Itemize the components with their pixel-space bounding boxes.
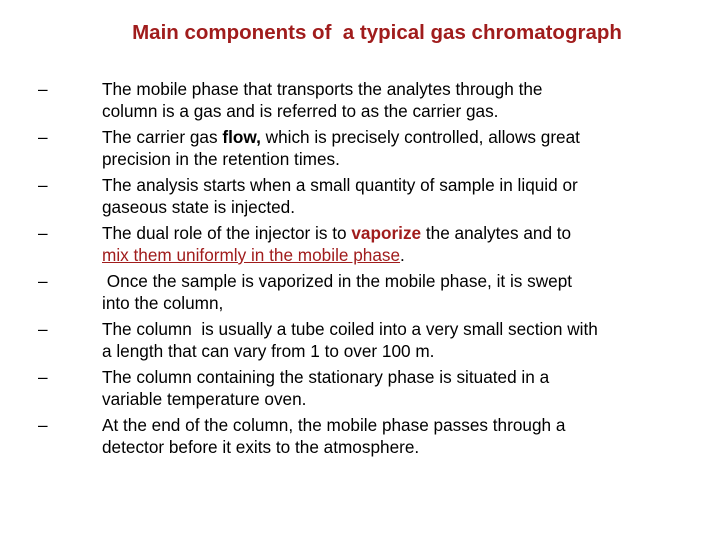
list-item <box>38 318 718 362</box>
list-item <box>38 126 718 170</box>
item-text: The column is usually a tube coiled into a very small section with <box>102 319 598 339</box>
item-text: which is precisely controlled, allows great <box>260 127 580 147</box>
item-text: a length that can vary from 1 to over 100 m. <box>102 341 435 361</box>
item-text: detector before it exits to the atmosphere. <box>102 437 420 457</box>
slide-title: Main components of a typical gas chromatograph <box>132 21 622 44</box>
bullet-dash: – <box>38 79 48 99</box>
list-item <box>38 414 718 458</box>
item-text: gaseous state is injected. <box>102 197 295 217</box>
list-item <box>38 366 718 410</box>
item-text: column is a gas and is referred to as the carrier gas. <box>102 101 499 121</box>
item-text: The analysis starts when a small quantity of sample in liquid or <box>102 175 578 195</box>
item-text: into the column, <box>102 293 224 313</box>
item-text: The column containing the stationary phase is situated in a <box>102 367 550 387</box>
item-text: At the end of the column, the mobile phase passes through a <box>102 415 566 435</box>
item-text: The dual role of the injector is to <box>102 223 352 243</box>
emphasis-flow: flow, <box>222 127 261 147</box>
bullet-dash: – <box>38 127 48 147</box>
bullet-dash: – <box>38 271 48 291</box>
bullet-dash: – <box>38 319 48 339</box>
bullet-list <box>38 78 718 462</box>
item-text: Once the sample is vaporized in the mobile phase, it is swept <box>102 271 573 291</box>
bullet-dash: – <box>38 223 48 243</box>
bullet-dash: – <box>38 415 48 435</box>
list-item <box>38 270 718 314</box>
item-text: the analytes and to <box>421 223 572 243</box>
emphasis-mix-uniformly: mix them uniformly in the mobile phase <box>102 245 401 265</box>
item-text: variable temperature oven. <box>102 389 307 409</box>
item-text: The carrier gas <box>102 127 223 147</box>
emphasis-vaporize: vaporize <box>351 223 422 243</box>
item-text: The mobile phase that transports the analytes through the <box>102 79 543 99</box>
item-text: precision in the retention times. <box>102 149 340 169</box>
bullet-dash: – <box>38 367 48 387</box>
list-item <box>38 174 718 218</box>
list-item <box>38 78 718 122</box>
bullet-dash: – <box>38 175 48 195</box>
list-item <box>38 222 718 266</box>
item-text: . <box>400 245 405 265</box>
